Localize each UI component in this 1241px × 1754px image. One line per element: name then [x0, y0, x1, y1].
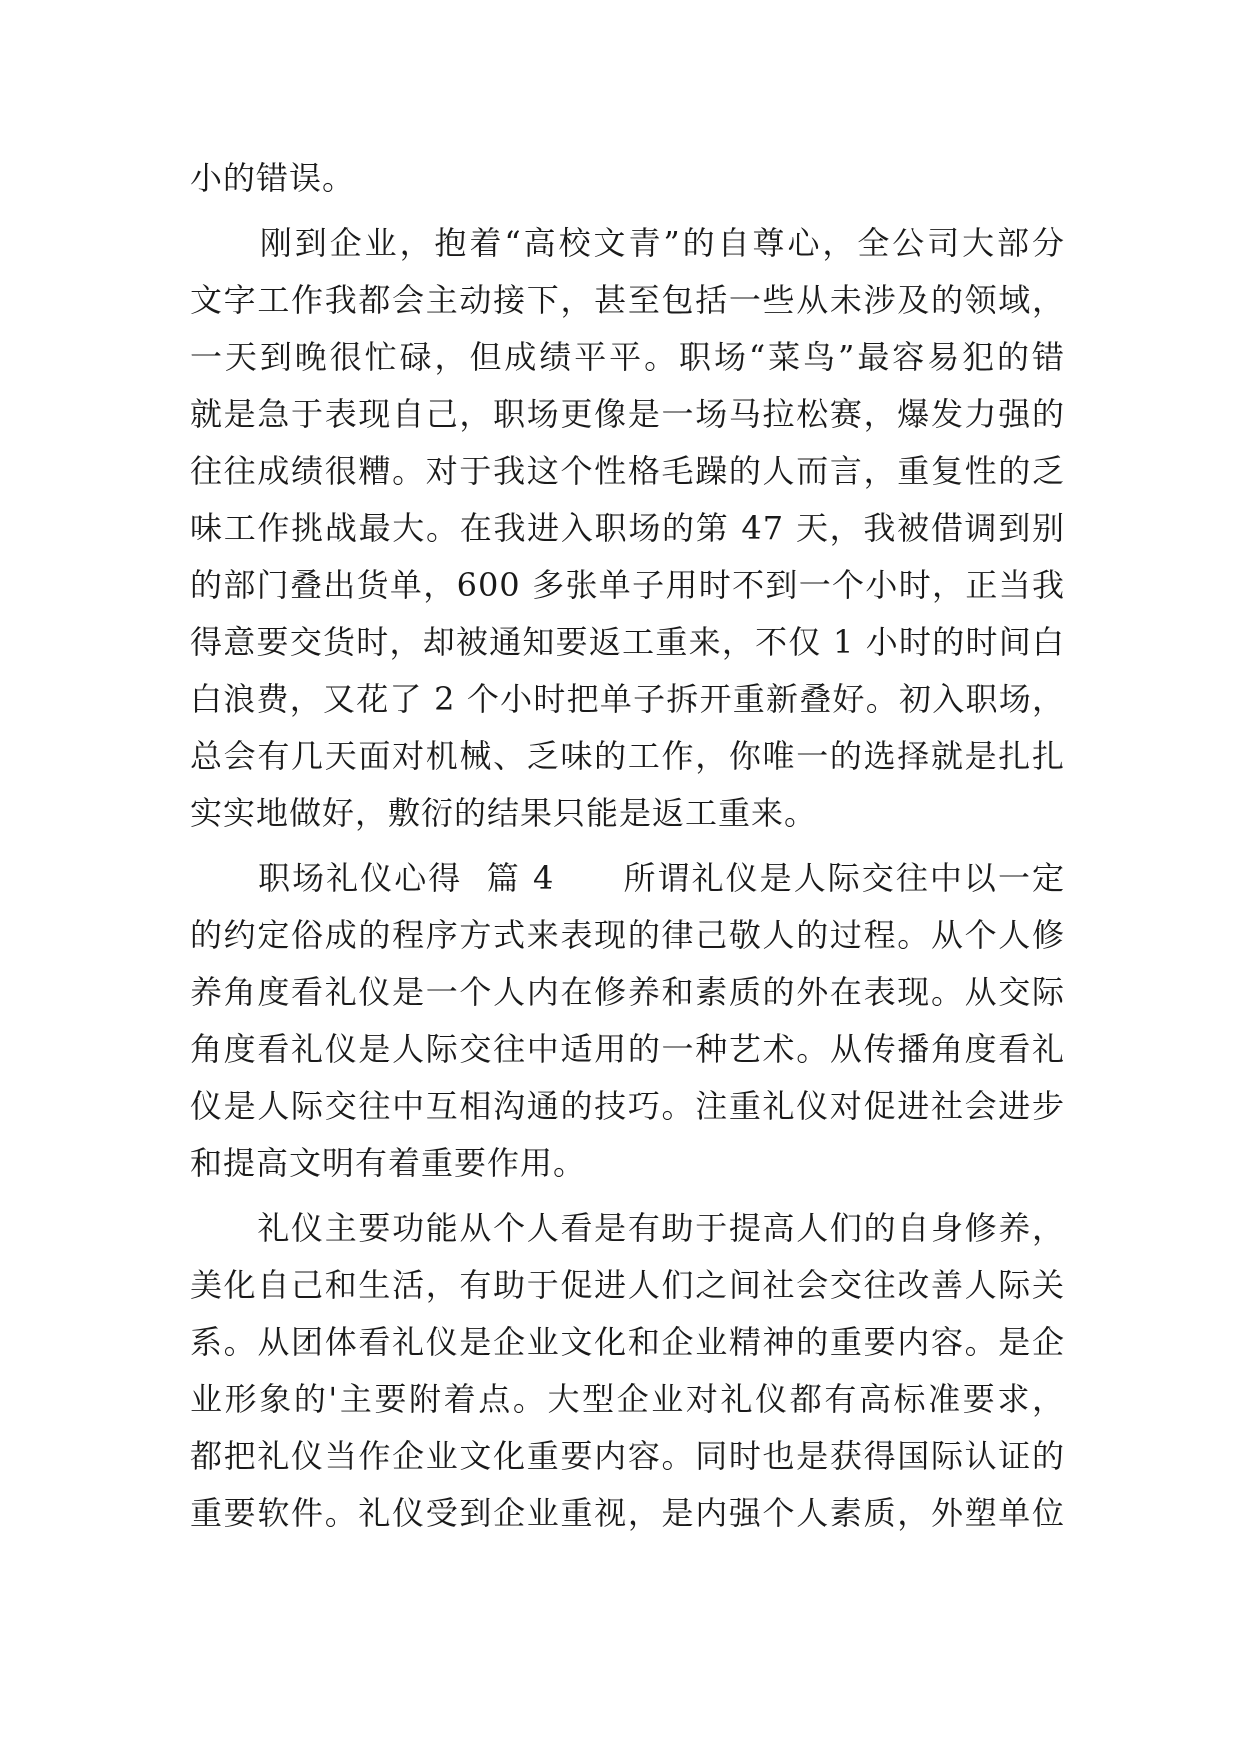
paragraph-gap	[190, 207, 1065, 215]
text-line: 养角度看礼仪是一个人内在修养和素质的外在表现。从交际	[190, 973, 1065, 1011]
text-line: 都把礼仪当作企业文化重要内容。同时也是获得国际认证的	[190, 1437, 1065, 1475]
text-line: 角度看礼仪是人际交往中适用的一种艺术。从传播角度看礼	[190, 1030, 1065, 1068]
text-line: 小的错误。	[190, 159, 356, 197]
text-line: 礼仪主要功能从个人看是有助于提高人们的自身修养，	[190, 1209, 1065, 1247]
text-line: 职场礼仪心得 篇 4 所谓礼仪是人际交往中以一定	[190, 859, 1065, 897]
text-line: 重要软件。礼仪受到企业重视，是内强个人素质，外塑单位	[190, 1494, 1065, 1532]
paragraph-gap	[190, 1192, 1065, 1200]
text-line: 实实地做好，敷衍的结果只能是返工重来。	[190, 794, 818, 832]
text-line: 美化自己和生活，有助于促进人们之间社会交往改善人际关	[190, 1266, 1065, 1304]
text-line: 得意要交货时，却被通知要返工重来，不仅 1 小时的时间白	[190, 623, 1065, 661]
text-line: 系。从团体看礼仪是企业文化和企业精神的重要内容。是企	[190, 1323, 1065, 1361]
document-body	[190, 150, 1065, 1542]
text-line: 味工作挑战最大。在我进入职场的第 47 天，我被借调到别	[190, 509, 1065, 547]
paragraph	[190, 850, 1065, 1192]
paragraph-gap	[190, 842, 1065, 850]
text-line: 就是急于表现自己，职场更像是一场马拉松赛，爆发力强的	[190, 395, 1065, 433]
text-line: 和提高文明有着重要作用。	[190, 1144, 587, 1182]
paragraph	[190, 150, 1065, 207]
text-line: 白浪费，又花了 2 个小时把单子拆开重新叠好。初入职场，	[190, 680, 1065, 718]
text-line: 刚到企业，抱着“高校文青”的自尊心，全公司大部分	[190, 224, 1065, 262]
text-line: 的部门叠出货单，600 多张单子用时不到一个小时，正当我	[190, 566, 1065, 604]
text-line: 总会有几天面对机械、乏味的工作，你唯一的选择就是扎扎	[190, 737, 1065, 775]
text-line: 文字工作我都会主动接下，甚至包括一些从未涉及的领域，	[190, 281, 1065, 319]
text-line: 一天到晚很忙碌，但成绩平平。职场“菜鸟”最容易犯的错	[190, 338, 1065, 376]
paragraph	[190, 215, 1065, 842]
text-line: 仪是人际交往中互相沟通的技巧。注重礼仪对促进社会进步	[190, 1087, 1065, 1125]
text-line: 业形象的'主要附着点。大型企业对礼仪都有高标准要求，	[190, 1380, 1065, 1418]
text-line: 往往成绩很糟。对于我这个性格毛躁的人而言，重复性的乏	[190, 452, 1065, 490]
text-line: 的约定俗成的程序方式来表现的律己敬人的过程。从个人修	[190, 916, 1065, 954]
paragraph	[190, 1200, 1065, 1542]
